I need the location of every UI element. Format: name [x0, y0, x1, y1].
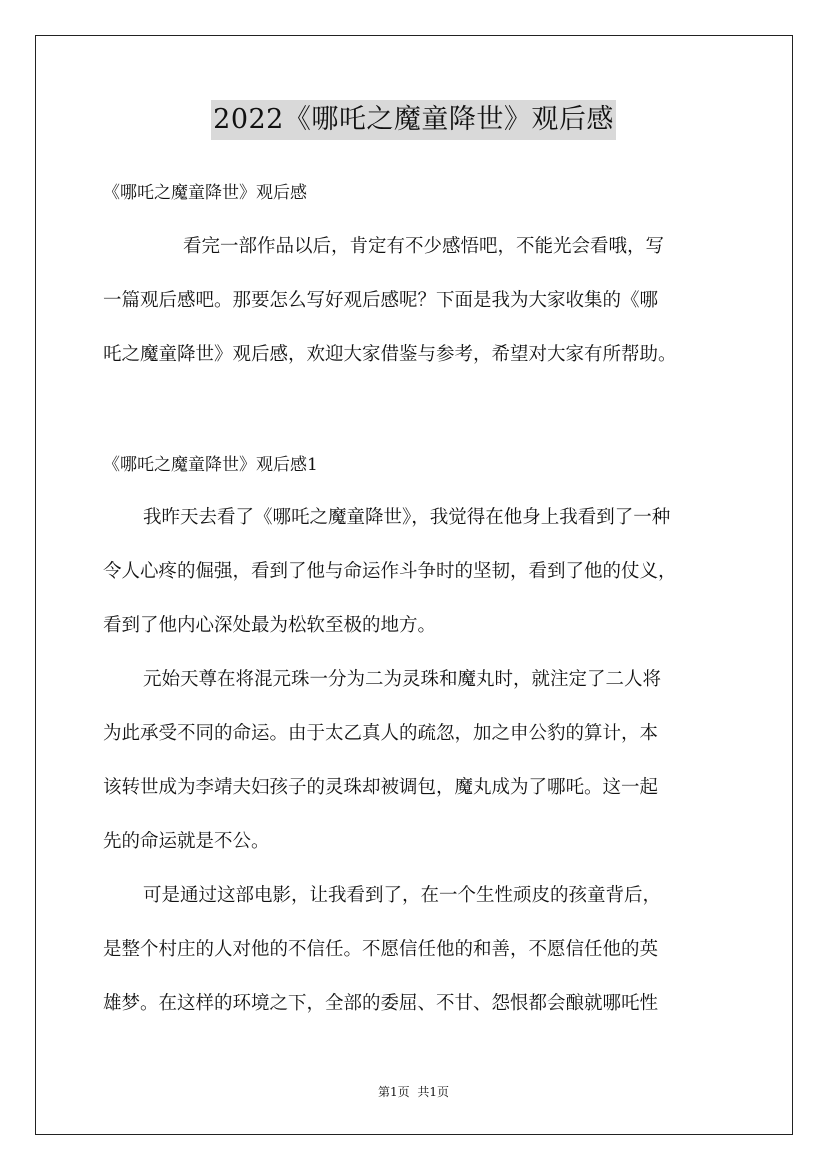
intro-line: 看完一部作品以后，肯定有不少感悟吧，不能光会看哦，写 [183, 236, 665, 257]
page-footer [0, 1083, 827, 1101]
body-line: 可是通过这部电影，让我看到了，在一个生性顽皮的孩童背后， [143, 885, 662, 906]
body-line: 是整个村庄的人对他的不信任。不愿信任他的和善，不愿信任他的英 [103, 939, 659, 960]
body-line: 元始天尊在将混元珠一分为二为灵珠和魔丸时，就注定了二人将 [143, 669, 662, 690]
intro-line: 吒之魔童降世》观后感，欢迎大家借鉴与参考，希望对大家有所帮助。 [103, 344, 677, 365]
body-line: 先的命运就是不公。 [103, 831, 270, 852]
body-line: 雄梦。在这样的环境之下，全部的委屈、不甘、怨恨都会酿就哪吒性 [103, 993, 659, 1014]
intro-line: 一篇观后感吧。那要怎么写好观后感呢？下面是我为大家收集的《哪 [103, 290, 659, 311]
body-line: 我昨天去看了《哪吒之魔童降世》，我觉得在他身上我看到了一种 [143, 507, 671, 528]
body-line: 该转世成为李靖夫妇孩子的灵珠却被调包，魔丸成为了哪吒。这一起 [103, 777, 659, 798]
title-container [0, 100, 827, 140]
section-heading: 《哪吒之魔童降世》观后感 [103, 183, 307, 203]
page-total: 共1页 [417, 1085, 450, 1099]
document-title: 2022《哪吒之魔童降世》观后感 [211, 100, 616, 140]
body-line: 为此承受不同的命运。由于太乙真人的疏忽，加之申公豹的算计，本 [103, 723, 659, 744]
page-number: 第1页 [377, 1085, 410, 1099]
body-line: 看到了他内心深处最为松软至极的地方。 [103, 615, 437, 636]
article-heading: 《哪吒之魔童降世》观后感1 [103, 455, 318, 475]
body-line: 令人心疼的倔强，看到了他与命运作斗争时的坚韧，看到了他的仗义， [103, 561, 677, 582]
